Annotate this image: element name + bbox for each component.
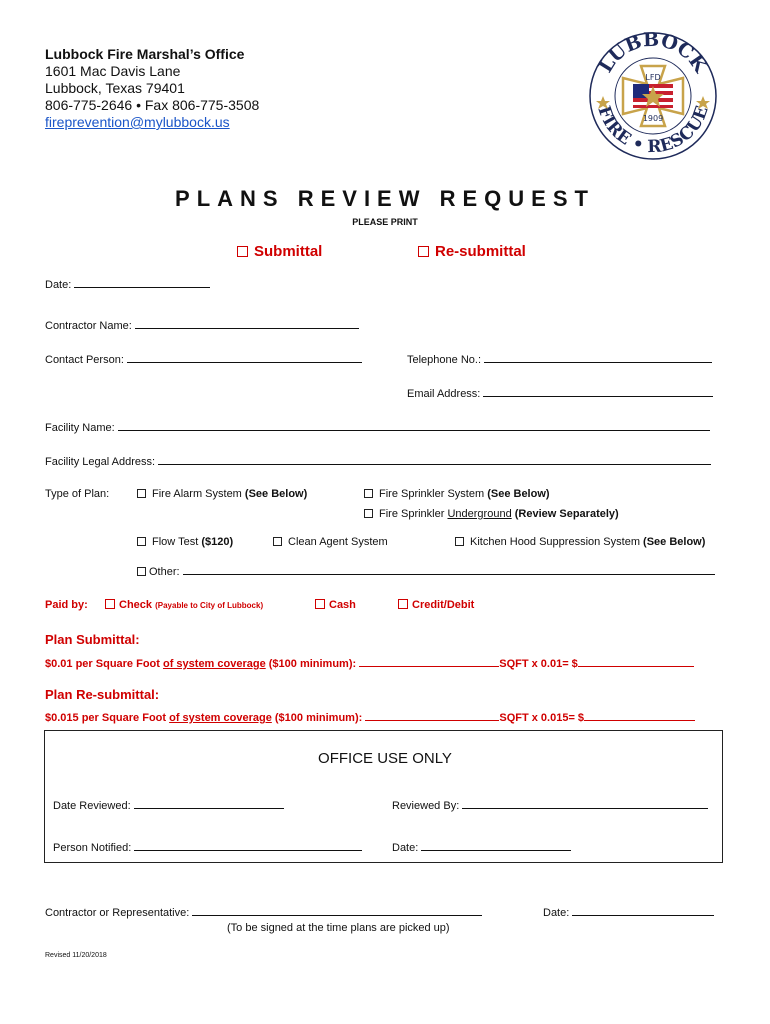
submittal-option[interactable] xyxy=(237,243,322,260)
signature-line[interactable] xyxy=(192,904,482,916)
telephone-label: Telephone No.: xyxy=(407,354,481,366)
resubmittal-option[interactable] xyxy=(418,243,526,260)
submittal-total-line[interactable] xyxy=(578,655,694,667)
office-date-field[interactable] xyxy=(392,839,571,854)
email-line[interactable] xyxy=(483,385,713,397)
form-title: PLANS REVIEW REQUEST xyxy=(175,186,595,211)
telephone-line[interactable] xyxy=(484,351,712,363)
plan-resubmittal-title: Plan Re-submittal: xyxy=(45,687,160,702)
other-line[interactable] xyxy=(183,563,715,575)
cash-checkbox[interactable] xyxy=(315,599,325,609)
date-line[interactable] xyxy=(74,276,210,288)
facility-address-line[interactable] xyxy=(158,453,711,465)
signature-label: Contractor or Representative: xyxy=(45,907,190,919)
submittal-sqft-line[interactable] xyxy=(359,655,499,667)
other-option[interactable] xyxy=(137,563,715,578)
revised-date: Revised 11/20/2018 xyxy=(45,952,107,959)
credit-checkbox[interactable] xyxy=(398,599,408,609)
person-notified-line[interactable] xyxy=(134,839,362,851)
date-reviewed-line[interactable] xyxy=(134,797,284,809)
please-print-note: PLEASE PRINT xyxy=(352,217,418,227)
resubmittal-checkbox[interactable] xyxy=(418,246,429,257)
office-date-line[interactable] xyxy=(421,839,571,851)
resubmittal-calc: SQFT x 0.015= $ xyxy=(499,712,585,724)
submittal-calc: SQFT x 0.01= $ xyxy=(499,658,578,670)
kitchen-hood-checkbox[interactable] xyxy=(455,537,464,546)
submittal-checkbox[interactable] xyxy=(237,246,248,257)
cash-option[interactable] xyxy=(315,599,356,611)
submittal-label: Submittal xyxy=(254,243,323,260)
flow-test-option[interactable] xyxy=(137,536,233,548)
email-link[interactable]: fireprevention@mylubbock.us xyxy=(45,114,230,130)
facility-name-field[interactable] xyxy=(45,419,710,434)
email-field[interactable] xyxy=(407,385,713,400)
contact-person-line[interactable] xyxy=(127,351,362,363)
flow-test-note: ($120) xyxy=(201,536,234,548)
signature-note: (To be signed at the time plans are picked up) xyxy=(227,922,450,934)
address-line-1: 1601 Mac Davis Lane xyxy=(45,63,181,79)
facility-name-label: Facility Name: xyxy=(45,422,115,434)
contractor-name-field[interactable] xyxy=(45,317,359,332)
plan-submittal-fee xyxy=(45,655,694,670)
reviewed-by-label: Reviewed By: xyxy=(392,800,460,812)
logo-year: 1909 xyxy=(642,114,664,123)
check-checkbox[interactable] xyxy=(105,599,115,609)
resubmittal-fee-pre: $0.015 per Square Foot xyxy=(45,712,170,724)
plan-type-label: Type of Plan: xyxy=(45,488,110,500)
logo-lfd: LFD xyxy=(645,73,661,82)
date-label: Date: xyxy=(45,279,72,291)
clean-agent-option[interactable] xyxy=(273,536,388,548)
fire-alarm-label: Fire Alarm System xyxy=(152,488,242,500)
kitchen-hood-option[interactable] xyxy=(455,536,705,548)
signature-date-field[interactable] xyxy=(543,904,714,919)
sprinkler-checkbox[interactable] xyxy=(364,489,373,498)
telephone-field[interactable] xyxy=(407,351,712,366)
date-reviewed-label: Date Reviewed: xyxy=(53,800,131,812)
check-label: Check xyxy=(119,599,153,611)
submittal-fee-pre: $0.01 per Square Foot xyxy=(45,658,163,670)
flow-test-checkbox[interactable] xyxy=(137,537,146,546)
person-notified-field[interactable] xyxy=(53,839,362,854)
facility-address-label: Facility Legal Address: xyxy=(45,456,156,468)
email-label: Email Address: xyxy=(407,388,481,400)
fire-alarm-option[interactable] xyxy=(137,488,307,500)
resubmittal-label: Re-submittal xyxy=(435,243,526,260)
fire-alarm-note: (See Below) xyxy=(244,488,308,500)
person-notified-label: Person Notified: xyxy=(53,842,132,854)
kitchen-hood-note: (See Below) xyxy=(643,536,706,548)
plan-resubmittal-fee xyxy=(45,709,695,724)
facility-name-line[interactable] xyxy=(118,419,710,431)
plan-submittal-title: Plan Submittal: xyxy=(45,632,140,647)
flow-test-label: Flow Test xyxy=(152,536,199,548)
contractor-name-label: Contractor Name: xyxy=(45,320,132,332)
submittal-fee-underlined: of system coverage xyxy=(162,658,266,670)
resubmittal-sqft-line[interactable] xyxy=(365,709,499,721)
kitchen-hood-label: Kitchen Hood Suppression System xyxy=(470,536,640,548)
sprinkler-label: Fire Sprinkler System xyxy=(379,488,485,500)
credit-label: Credit/Debit xyxy=(412,599,475,611)
check-option[interactable] xyxy=(105,599,263,611)
credit-option[interactable] xyxy=(398,599,474,611)
underground-checkbox[interactable] xyxy=(364,509,373,518)
resubmittal-fee-underlined: of system coverage xyxy=(169,712,272,724)
clean-agent-checkbox[interactable] xyxy=(273,537,282,546)
underground-option[interactable] xyxy=(364,508,619,520)
reviewed-by-field[interactable] xyxy=(392,797,708,812)
office-header xyxy=(45,46,259,131)
signature-field[interactable] xyxy=(45,904,482,919)
reviewed-by-line[interactable] xyxy=(462,797,708,809)
clean-agent-label: Clean Agent System xyxy=(288,536,388,548)
lubbock-fire-rescue-logo xyxy=(583,26,723,161)
resubmittal-fee-post: ($100 minimum): xyxy=(271,712,363,724)
fire-alarm-checkbox[interactable] xyxy=(137,489,146,498)
sprinkler-note: (See Below) xyxy=(487,488,550,500)
office-date-label: Date: xyxy=(392,842,419,854)
date-reviewed-field[interactable] xyxy=(53,797,284,812)
logo-bottom-text: FIRE • RESCUE xyxy=(593,103,713,158)
other-checkbox[interactable] xyxy=(137,567,146,576)
logo-top-text: LUBBOCK xyxy=(594,28,712,77)
contact-person-field[interactable] xyxy=(45,351,362,366)
date-field[interactable] xyxy=(45,276,210,291)
signature-date-label: Date: xyxy=(543,907,570,919)
facility-address-field[interactable] xyxy=(45,453,711,468)
phone-fax: 806-775-2646 • Fax 806-775-3508 xyxy=(45,97,260,113)
sprinkler-option[interactable] xyxy=(364,488,550,500)
office-name: Lubbock Fire Marshal’s Office xyxy=(45,46,245,62)
office-use-title: OFFICE USE ONLY xyxy=(318,750,452,767)
paid-by-label: Paid by: xyxy=(45,599,88,611)
submittal-fee-post: ($100 minimum): xyxy=(265,658,357,670)
contractor-name-line[interactable] xyxy=(135,317,359,329)
underground-word: Underground xyxy=(447,508,512,520)
cash-label: Cash xyxy=(329,599,356,611)
check-note: (Payable to City of Lubbock) xyxy=(155,601,264,610)
other-label: Other: xyxy=(149,566,180,578)
signature-date-line[interactable] xyxy=(572,904,714,916)
resubmittal-total-line[interactable] xyxy=(584,709,695,721)
address-line-2: Lubbock, Texas 79401 xyxy=(45,80,185,96)
contact-person-label: Contact Person: xyxy=(45,354,124,366)
underground-label-pre: Fire Sprinkler xyxy=(379,508,448,520)
underground-note: (Review Separately) xyxy=(514,508,619,520)
